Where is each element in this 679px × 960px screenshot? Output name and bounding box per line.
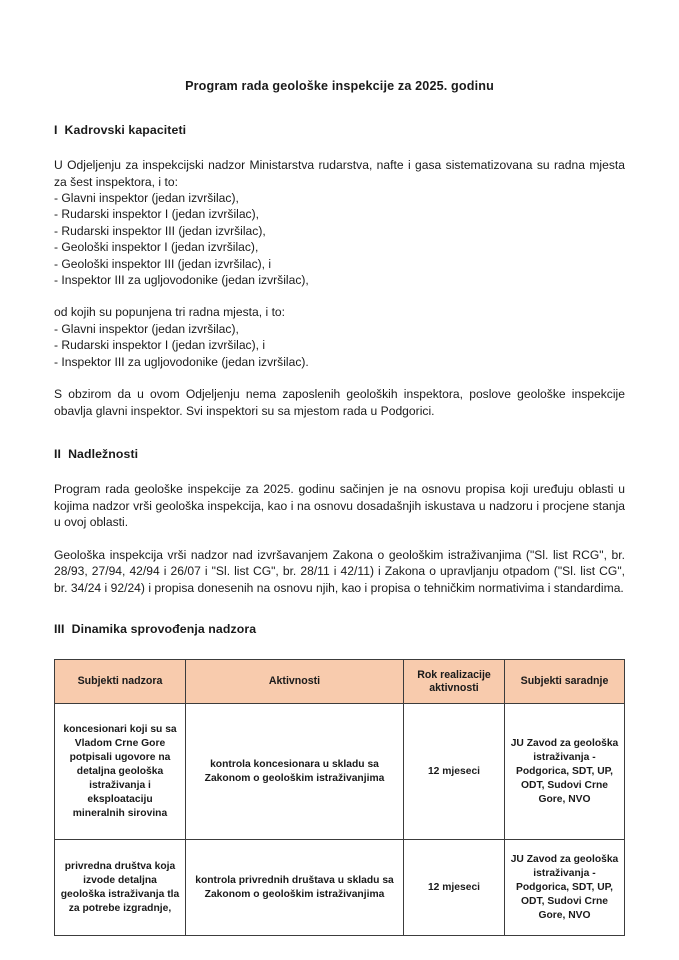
cell-subjekti-saradnje: JU Zavod za geološka istraživanja - Podgorica, SDT, UP, ODT, Sudovi Crne Gore, NVO: [505, 840, 625, 936]
section-one: [54, 93, 625, 419]
list-item: - Rudarski inspektor I (jedan izvršilac), i: [54, 338, 266, 353]
column-header-rok-realizacije: Rok realizacije aktivnosti: [404, 660, 505, 704]
column-header-subjekti-saradnje: Subjekti saradnje: [505, 660, 625, 704]
column-header-subjekti-nadzora: Subjekti nadzora: [55, 660, 186, 704]
section-heading-kadrovski-kapaciteti: I Kadrovski kapaciteti: [54, 123, 187, 137]
paragraph-legal-basis: Geološka inspekcija vrši nadzor nad izvršavanjem Zakona o geološkim istraživanjima ("Sl. list RCG", br. 28/93, 27/94, 42/94 i 26/07 i "Sl. list CG", br. 28/11 i 42/11) i Zakona o upravljanju otpadom ("Sl. list CG", br. 34/24 i 92/24) i propisa donesenih na osnovu njih, kao i propisa o tehničkim normativima i standardima.: [54, 547, 625, 595]
paragraph-program-basis: Program rada geološke inspekcije za 2025. godinu sačinjen je na osnovu propisa koji uređuju oblasti u kojima nadzor vrši geološka inspekcija, kao i na osnovu dosadašnjih iskustava u nadzoru i procjene stanja u ovoj oblasti.: [54, 482, 625, 530]
cell-rok: 12 mjeseci: [404, 704, 505, 840]
list-item: - Inspektor III za ugljovodonike (jedan izvršilac).: [54, 354, 309, 369]
cell-aktivnosti: kontrola koncesionara u skladu sa Zakonom o geološkim istraživanjima: [186, 704, 404, 840]
section-heading-nadleznosti: II Nadležnosti: [54, 447, 139, 462]
section-heading-dinamika-sprovodjenja-nadzora: III Dinamika sprovođenja nadzora: [54, 622, 257, 637]
cell-subjekti-nadzora: koncesionari koji su sa Vladom Crne Gore potpisali ugovore na detaljna geološka istraživanja i eksploataciju mineralnih sirovina: [55, 704, 186, 840]
table-row: [55, 840, 625, 936]
section-three: [54, 596, 625, 936]
table-body: [55, 704, 625, 936]
list-filled-positions: [54, 321, 625, 370]
list-item: - Glavni inspektor (jedan izvršilac),: [54, 321, 239, 336]
cell-subjekti-nadzora: privredna društva koja izvode detaljna geološka istraživanja tla za potrebe izgradnje,: [55, 840, 186, 936]
paragraph-no-geological-inspectors-note: S obzirom da u ovom Odjeljenju nema zaposlenih geoloških inspektora, poslove geološke inspekcije obavlja glavni inspektor. Svi inspektori su sa mjestom rada u Podgorici.: [54, 387, 625, 418]
paragraph-staffing-intro: U Odjeljenju za inspekcijski nadzor Ministarstva rudarstva, nafte i gasa sistematizovana su radna mjesta za šest inspektora, i to:: [54, 158, 625, 189]
supervision-schedule-table: [54, 659, 625, 936]
list-item: - Rudarski inspektor I (jedan izvršilac),: [54, 207, 259, 222]
cell-aktivnosti: kontrola privrednih društava u skladu sa Zakonom o geološkim istraživanjima: [186, 840, 404, 936]
page-title: Program rada geološke inspekcije za 2025. godinu: [185, 79, 494, 93]
section-two: [54, 419, 625, 596]
list-item: - Geološki inspektor I (jedan izvršilac),: [54, 240, 259, 255]
table-row: [55, 704, 625, 840]
table-header: [55, 660, 625, 704]
list-item: - Rudarski inspektor III (jedan izvršilac),: [54, 223, 266, 238]
list-item: - Geološki inspektor III (jedan izvršilac), i: [54, 256, 272, 271]
cell-rok: 12 mjeseci: [404, 840, 505, 936]
list-item: - Inspektor III za ugljovodonike (jedan izvršilac),: [54, 273, 309, 288]
column-header-aktivnosti: Aktivnosti: [186, 660, 404, 704]
cell-subjekti-saradnje: JU Zavod za geološka istraživanja - Podgorica, SDT, UP, ODT, Sudovi Crne Gore, NVO: [505, 704, 625, 840]
table-header-row: [55, 660, 625, 704]
paragraph-filled-positions-intro: od kojih su popunjena tri radna mjesta, i to:: [54, 305, 286, 320]
list-item: - Glavni inspektor (jedan izvršilac),: [54, 191, 239, 205]
list-systematized-positions: [54, 190, 625, 288]
